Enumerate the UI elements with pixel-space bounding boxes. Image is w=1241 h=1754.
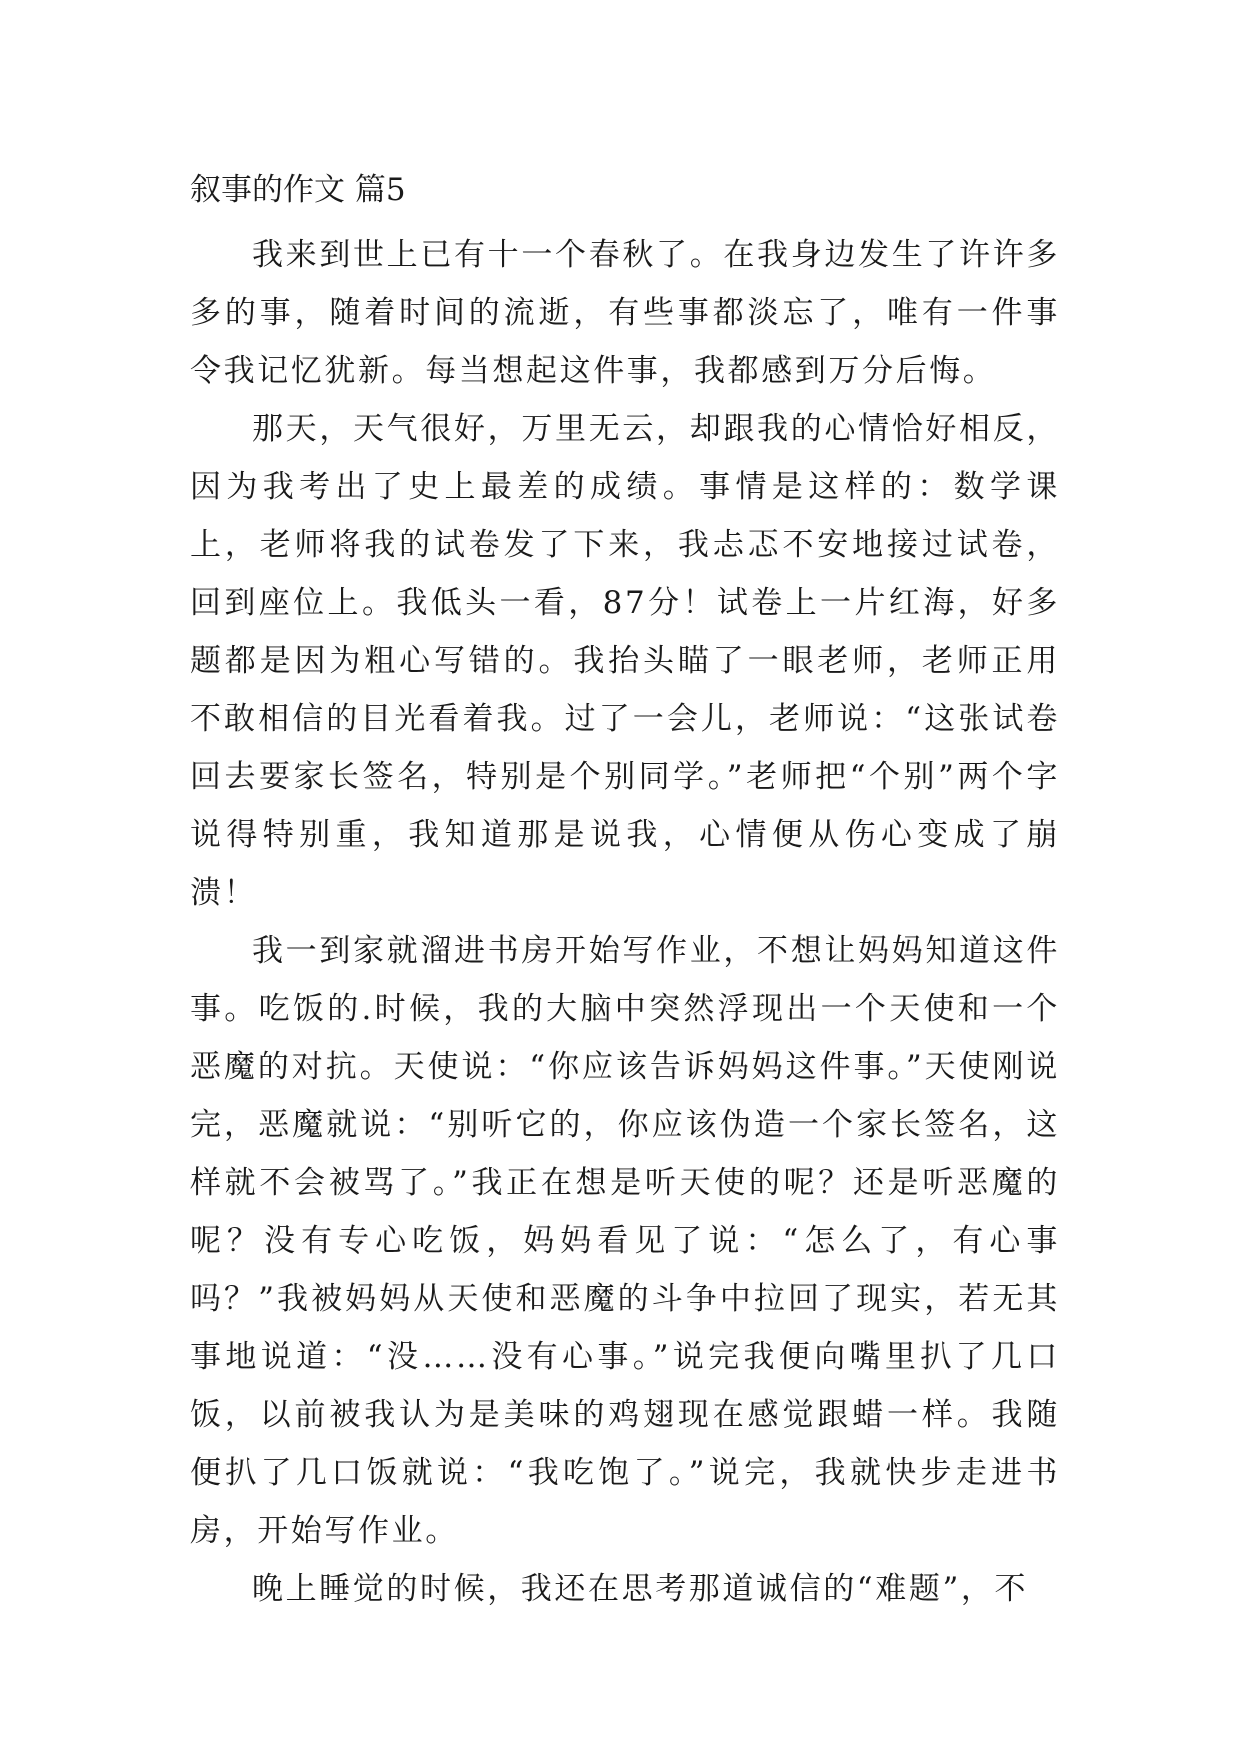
paragraph-3: 我一到家就溜进书房开始写作业，不想让妈妈知道这件事。吃饭的.时候，我的大脑中突然浮现出一个天使和一个恶魔的对抗。天使说：“你应该告诉妈妈这件事。”天使刚说完，恶魔就说：“别听它的，你应该伪造一个家长签名，这样就不会被骂了。”我正在想是听天使的呢？还是听恶魔的呢？没有专心吃饭，妈妈看见了说：“怎么了，有心事吗？”我被妈妈从天使和恶魔的斗争中拉回了现实，若无其事地说道：“没……没有心事。”说完我便向嘴里扒了几口饭，以前被我认为是美味的鸡翅现在感觉跟蜡一样。我随便扒了几口饭就说：“我吃饱了。”说完，我就快步走进书房，开始写作业。 — [190, 933, 1060, 1549]
paragraph-2: 那天，天气很好，万里无云，却跟我的心情恰好相反，因为我考出了史上最差的成绩。事情是这样的：数学课上，老师将我的试卷发了下来，我忐忑不安地接过试卷，回到座位上。我低头一看，87分！试卷上一片红海，好多题都是因为粗心写错的。我抬头瞄了一眼老师，老师正用不敢相信的目光看着我。过了一会儿，老师说：“这张试卷回去要家长签名，特别是个别同学。”老师把“个别”两个字说得特别重，我知道那是说我，心情便从伤心变成了崩溃！ — [190, 411, 1060, 911]
document-title: 叙事的作文 篇5 — [190, 172, 406, 208]
paragraph-1: 我来到世上已有十一个春秋了。在我身边发生了许许多多的事，随着时间的流逝，有些事都淡忘了，唯有一件事令我记忆犹新。每当想起这件事，我都感到万分后悔。 — [190, 237, 1060, 389]
paragraph-4: 晚上睡觉的时候，我还在思考那道诚信的“难题”，不 — [252, 1571, 1029, 1607]
document-body — [190, 168, 1060, 1618]
